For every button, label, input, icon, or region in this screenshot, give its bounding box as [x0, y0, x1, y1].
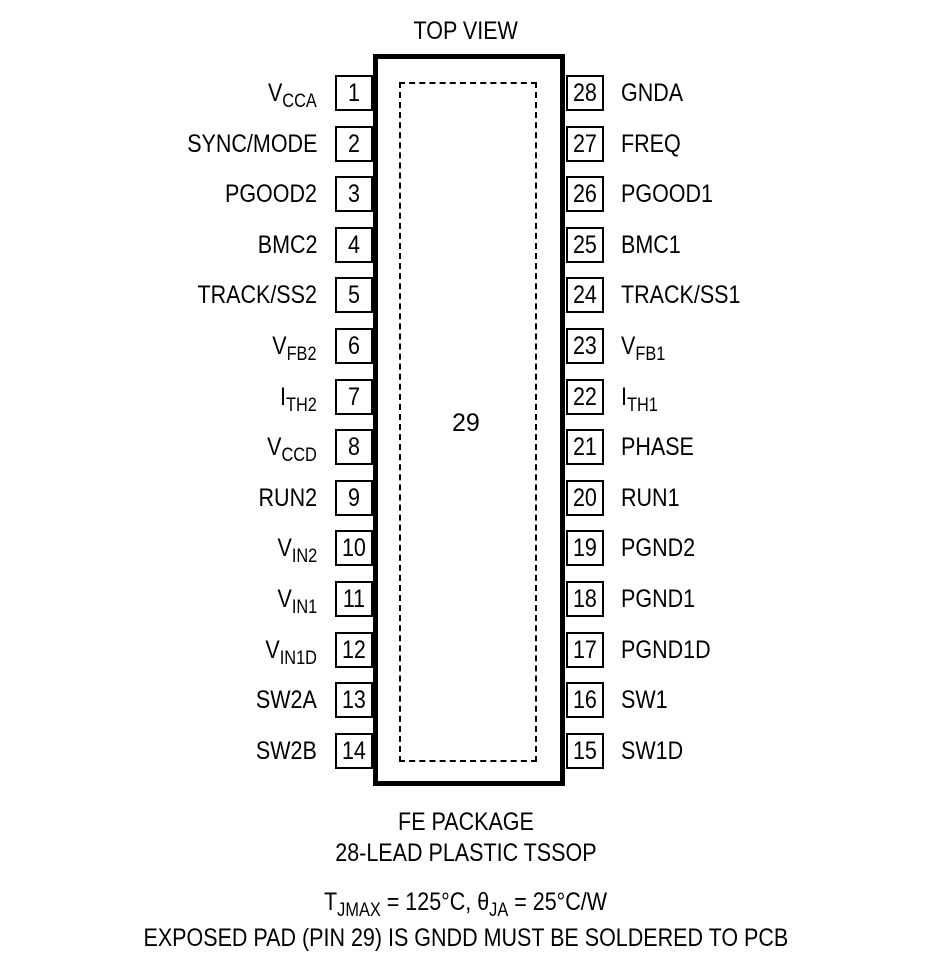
pin-name: V [272, 332, 288, 360]
pin-16-box [566, 682, 604, 718]
pin-2-label [186, 129, 317, 158]
tj-subscript: JMAX [337, 900, 382, 921]
pin-number: 8 [348, 433, 360, 462]
pin-9-box [335, 480, 373, 516]
pin-name-subscript: TH1 [626, 394, 658, 416]
pin-name-subscript: CCD [281, 445, 317, 467]
pin-name: I [280, 382, 287, 411]
pin-27-label [621, 129, 681, 158]
pin-16-label [621, 688, 668, 713]
pin-1-label [268, 79, 317, 112]
pin-name: I [621, 382, 627, 411]
pin-name: V [621, 332, 636, 360]
pin-name: GNDA [621, 79, 684, 107]
pin-20-label [621, 483, 680, 512]
pin-19-box [566, 530, 604, 566]
pin-name-subscript: IN1 [291, 597, 317, 618]
pin-21-box [566, 429, 604, 465]
pin-11-label [277, 585, 317, 618]
package-description-text: 28-LEAD PLASTIC TSSOP [335, 839, 597, 867]
pin-23-label [621, 332, 666, 365]
pin-number: 4 [348, 230, 360, 259]
pin-18-box [566, 581, 604, 617]
pin-name: PGOOD2 [224, 180, 317, 209]
pin-1-box [335, 75, 373, 111]
pin-number: 23 [573, 332, 597, 360]
pin-number: 1 [348, 79, 360, 107]
package-description [0, 841, 925, 866]
pin-name: PGND1 [621, 585, 696, 613]
pin-23-box [566, 328, 604, 364]
pin-number: 13 [342, 686, 366, 715]
pin-8-box [335, 429, 373, 465]
pin-5-box [335, 277, 373, 313]
pin-name: PGND2 [621, 534, 696, 563]
pin-19-label [621, 536, 695, 561]
pin-name-subscript: TH2 [286, 394, 317, 416]
view-title-text: TOP VIEW [413, 17, 519, 45]
pin-name: RUN1 [621, 483, 680, 512]
pin-name: FREQ [621, 129, 681, 158]
pin-number: 21 [573, 433, 597, 462]
pin-7-label [280, 382, 317, 416]
pin-number: 17 [573, 635, 597, 664]
pin-3-label [225, 182, 317, 207]
pin-name: V [267, 433, 282, 462]
pin-name: SYNC/MODE [186, 129, 317, 158]
pin-name: BMC1 [621, 230, 681, 259]
pin-number: 19 [573, 534, 597, 563]
pin-25-box [566, 227, 604, 263]
pin-name: BMC2 [257, 230, 317, 259]
pin-name-subscript: FB2 [287, 344, 317, 365]
pin-13-box [335, 682, 373, 718]
pin-14-box [335, 733, 373, 769]
pin-number: 24 [573, 281, 597, 310]
pin-27-box [566, 126, 604, 162]
thermal-spec [0, 888, 925, 921]
pin-name: V [277, 534, 292, 563]
pin-21-label [621, 435, 694, 460]
pin-6-box [335, 328, 373, 364]
pin-12-label [265, 635, 317, 669]
pin-13-label [256, 688, 317, 713]
pin-5-label [198, 283, 317, 308]
pin-15-label [621, 736, 684, 765]
pin-number: 15 [573, 736, 597, 765]
tj-symbol: T [324, 888, 338, 916]
pin-18-label [621, 587, 695, 612]
pin-10-box [335, 530, 373, 566]
pin-name-subscript: IN2 [291, 546, 317, 568]
theta-symbol: θ [477, 888, 490, 916]
theta-value: = 25°C/W [508, 888, 608, 916]
pin-number: 22 [573, 382, 597, 411]
pin-10-label [277, 534, 317, 568]
exposed-pad-number: 29 [452, 409, 480, 437]
pin-number: 5 [348, 281, 360, 310]
pin-22-label [621, 382, 658, 416]
package-name-text: FE PACKAGE [398, 808, 534, 836]
pin-number: 6 [348, 332, 360, 360]
pin-8-label [267, 433, 317, 467]
pin-3-box [335, 176, 373, 212]
exposed-pad-note-text: EXPOSED PAD (PIN 29) IS GNDD MUST BE SOLDERED TO PCB [143, 924, 789, 952]
pin-name: V [277, 585, 292, 613]
pin-9-label [258, 483, 317, 512]
pin-15-box [566, 733, 604, 769]
exposed-pad-note [0, 926, 925, 951]
pin-26-label [621, 182, 713, 207]
pin-22-box [566, 379, 604, 415]
pin-name: RUN2 [258, 483, 317, 512]
pin-number: 7 [348, 382, 360, 411]
pin-number: 18 [573, 585, 597, 613]
pin-number: 10 [342, 534, 366, 563]
pin-number: 26 [573, 180, 597, 209]
pin-name: TRACK/SS1 [621, 281, 741, 310]
pin-26-box [566, 176, 604, 212]
pin-name: TRACK/SS2 [197, 281, 317, 310]
pin-number: 14 [342, 736, 366, 765]
view-title [0, 19, 925, 44]
pin-25-label [621, 230, 681, 259]
pin-name: PGOOD1 [621, 180, 714, 209]
pin-6-label [272, 332, 317, 365]
pin-11-box [335, 581, 373, 617]
pin-24-label [621, 283, 740, 308]
pin-28-label [621, 81, 683, 106]
pin-name: SW1 [621, 686, 668, 715]
pin-name: V [265, 635, 280, 664]
pin-20-box [566, 480, 604, 516]
pin-name: SW2A [256, 686, 317, 715]
pin-name-subscript: CCA [282, 91, 317, 112]
pin-28-box [566, 75, 604, 111]
pin-name: PGND1D [621, 635, 711, 664]
pin-name-subscript: FB1 [635, 344, 666, 365]
pin-17-label [621, 635, 711, 664]
pin-number: 25 [573, 230, 597, 259]
pin-number: 20 [573, 483, 597, 512]
tj-value: = 125°C, [381, 888, 478, 916]
pin-name-subscript: IN1D [279, 647, 317, 669]
pin-number: 27 [573, 129, 597, 158]
pin-12-box [335, 632, 373, 668]
pin-name: SW2B [256, 736, 317, 765]
pin-14-label [256, 736, 317, 765]
pin-number: 11 [342, 585, 366, 613]
package-name [0, 810, 925, 835]
pin-24-box [566, 277, 604, 313]
pin-number: 16 [573, 686, 597, 715]
pin-2-box [335, 126, 373, 162]
pin-4-box [335, 227, 373, 263]
theta-subscript: JA [489, 900, 509, 921]
pin-number: 12 [342, 635, 366, 664]
pin-17-box [566, 632, 604, 668]
pin-number: 3 [348, 180, 360, 209]
pin-number: 2 [348, 129, 360, 158]
pin-name: V [268, 79, 283, 107]
pin-4-label [257, 230, 317, 259]
pin-number: 28 [573, 79, 597, 107]
pin-name: SW1D [621, 736, 684, 765]
pin-name: PHASE [621, 433, 694, 462]
pin-7-box [335, 379, 373, 415]
pin-number: 9 [348, 483, 360, 512]
